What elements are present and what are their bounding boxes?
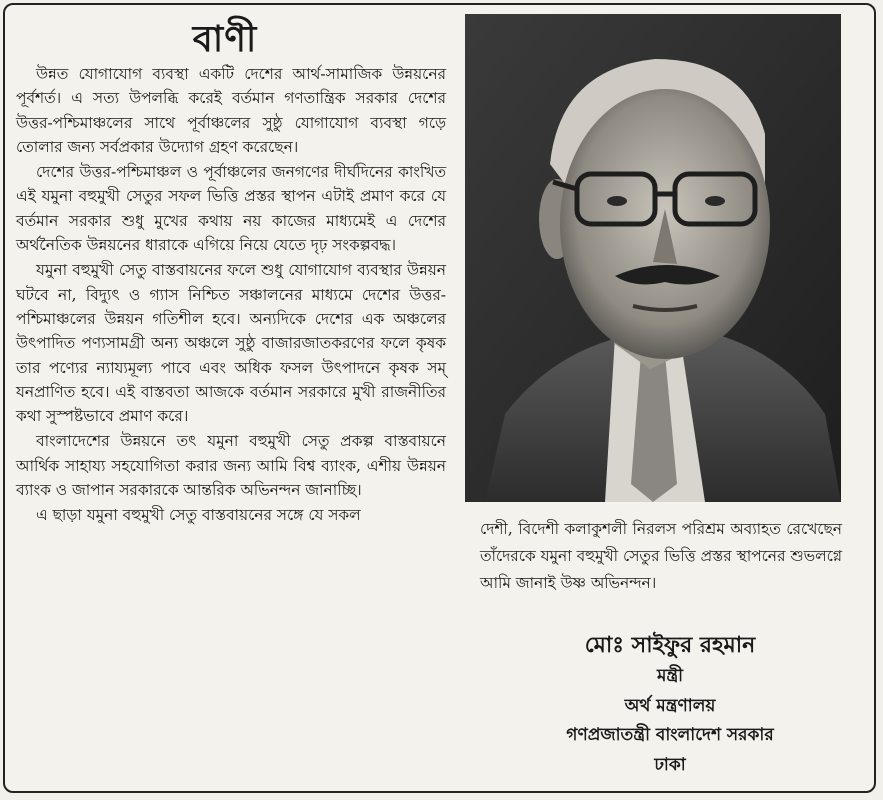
signatory-government: গণপ্রজাতন্ত্রী বাংলাদেশ সরকার	[566, 725, 774, 745]
signature-block	[505, 628, 835, 780]
signatory-place: ঢাকা	[654, 754, 686, 775]
message-paragraph: বাংলাদেশের উন্নয়নে তৎ যমুনা বহুমুখী সেতু প্রকল্প বাস্তবায়নে আর্থিক সাহায্য সহযোগিতা করার জন্য আমি বিশ্ব ব্যাংক, এশীয় উন্নয়ন ব্যাংক ও জাপান সরকারকে আন্তরিক অভিনন্দন জানাচ্ছি।	[16, 432, 446, 500]
message-paragraph: দেশের উত্তর-পশ্চিমাঞ্চল ও পূর্বাঞ্চলের জনগণের দীর্ঘদিনের কাংখিত এই যমুনা বহুমুখী সেতুর সফল ভিত্তি প্রস্তর স্থাপন এটাই প্রমাণ করে যে বর্তমান সরকার শুধু মুখের কথায় নয় কাজের মাধ্যমেই এ দেশের অর্থনৈতিক উন্নয়নের ধারাকে এগিয়ে নিয়ে যেতে দৃঢ় সংকল্পবদ্ধ।	[16, 163, 446, 255]
page-title: বাণী	[192, 18, 258, 60]
signatory-name: মোঃ সাইফুর রহমান	[584, 632, 756, 658]
message-body	[16, 62, 446, 529]
signatory-designation: মন্ত্রী	[656, 666, 684, 686]
message-paragraph: উন্নত যোগাযোগ ব্যবস্থা একটি দেশের আর্থ-সামাজিক উন্নয়নের পূর্বশর্ত। এ সত্য উপলব্ধি করেই বর্তমান গণতান্ত্রিক সরকার দেশের উত্তর-পশ্চিমাঞ্চলের সাথে পূর্বাঞ্চলের সুষ্ঠু যোগাযোগ ব্যবস্থা গড়ে তোলার জন্য সর্বপ্রকার উদ্যোগ গ্রহণ করেছেন।	[16, 65, 446, 156]
signatory-ministry: অর্থ মন্ত্রণালয়	[624, 695, 716, 716]
message-continuation: দেশী, বিদেশী কলাকুশলী নিরলস পরিশ্রম অব্যাহত রেখেছেন তাঁদেরকে যমুনা বহুমুখী সেতুর ভিত্তি প্রস্তর স্থাপনের শুভলগ্নে আমি জানাই উষ্ণ অভিনন্দন।	[480, 520, 842, 592]
minister-portrait-photo	[465, 14, 841, 502]
message-paragraph: এ ছাড়া যমুনা বহুমুখী সেতু বাস্তবায়নের সঙ্গে যে সকল	[36, 506, 361, 525]
message-paragraph: যমুনা বহুমুখী সেতু বাস্তবায়নের ফলে শুধু যোগাযোগ ব্যবস্থার উন্নয়ন ঘটবে না, বিদ্যুৎ ও গ্যাস নিশ্চিত সঞ্চালনের মাধ্যমে দেশের উত্তর-পশ্চিমাঞ্চলের উন্নয়ন গতিশীল হবে। অন্যদিকে দেশের এক অঞ্চলের উৎপাদিত পণ্যসামগ্রী অন্য অঞ্চলে সুষ্ঠু বাজারজাতকরণের ফলে কৃষক তার পণ্যের ন্যায্যমূল্য পাবে এবং অধিক ফসল উৎপাদনে কৃষক সম্ যনপ্রাণিত হবে। এই বাস্তবতা আজকে বর্তমান সরকারে মুখী রাজনীতির কথা সুস্পষ্টভাবে প্রমাণ করে।	[16, 261, 446, 426]
